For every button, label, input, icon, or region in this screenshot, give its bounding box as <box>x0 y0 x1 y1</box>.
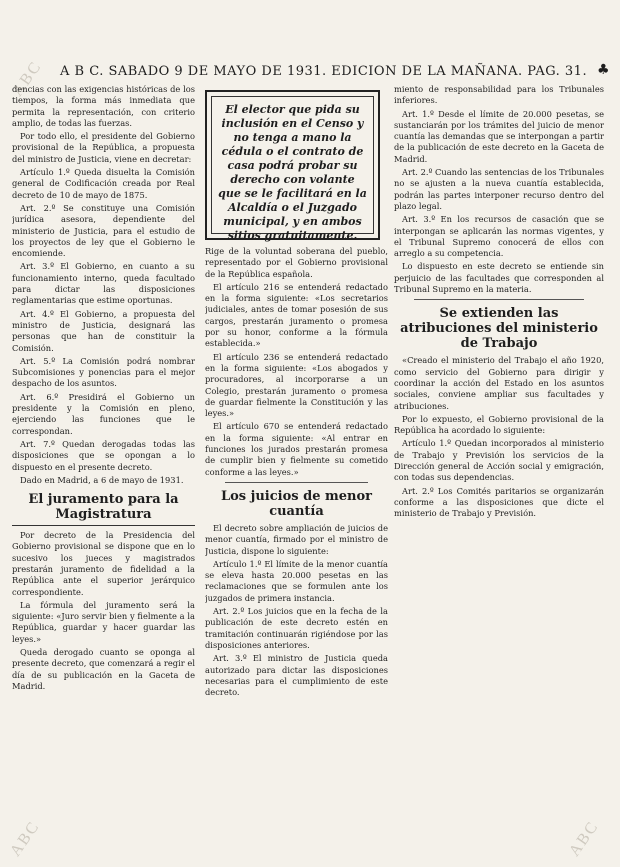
watermark: ABC <box>565 817 603 860</box>
paragraph: Lo dispuesto en este decreto se entiende sin perjuicio de las facultades que corresponden al Tribunal Supremo en la materia. <box>394 261 604 295</box>
paragraph: Art. 2.º Se constituye una Comisión jurídica asesora, dependiente del ministerio de Justicia, para el estudio de los proyectos de ley que el Gobierno le encomiende. <box>12 202 195 259</box>
paragraph: Queda derogado cuanto se oponga al presente decreto, que comenzará a regir el día de su publicación en la Gaceta de Madrid. <box>12 647 195 691</box>
paragraph: Por todo ello, el presidente del Gobierno provisional de la República, a propuesta del ministro de Justicia, viene en decretar: <box>12 131 195 164</box>
divider <box>225 482 368 483</box>
header-mark: ♣ <box>597 62 611 78</box>
paragraph: El artículo 236 se entenderá redactado en la forma siguiente: «Los abogados y procuradores, al incorporarse a un Colegio, prestarán juramento o promesa de guardar fielmente la Constitución y las leyes.» <box>205 351 388 419</box>
notice-text: El elector que pida su inclusión en el Censo y no tenga a mano la cédula o el contrato de casa podrá probar su derecho con volante que se le facilitará en la Alcaldía o el Juzgado municipal, y en ambos sitios gratuitamente. <box>211 96 374 234</box>
paragraph: Por lo expuesto, el Gobierno provisional de la República ha acordado lo siguiente: <box>394 413 604 436</box>
section-heading: El juramento para la Magistratura <box>12 492 195 526</box>
paragraph: Art. 6.º Presidirá el Gobierno un presidente y la Comisión en pleno, ejerciendo las funciones que le correspondan. <box>12 391 195 436</box>
section-heading: Los juicios de menor cuantía <box>220 488 372 519</box>
column-1 <box>12 84 195 854</box>
paragraph: La fórmula del juramento será la siguiente: «Juro servir bien y fielmente a la República, guardar y hacer guardar las leyes.» <box>12 599 195 644</box>
paragraph: Artículo 1.º Quedan incorporados al ministerio de Trabajo y Previsión los servicios de la Dirección general de Acción social y emigración, con todas sus dependencias. <box>394 438 604 483</box>
page-header <box>60 62 611 82</box>
paragraph: Por decreto de la Presidencia del Gobierno provisional se dispone que en lo sucesivo los jueces y magistrados prestarán juramento de fidelidad a la República ante el superior jerárquico correspondiente. <box>12 530 195 597</box>
paragraph: miento de responsabilidad para los Tribunales inferiores. <box>394 84 604 106</box>
divider <box>414 299 584 300</box>
paragraph: Art. 3.º El Gobierno, en cuanto a su funcionamiento interno, queda facultado para dictar las disposiciones reglamentarias que estime oportunas. <box>12 261 195 306</box>
paragraph: El artículo 670 se entenderá redactado en la forma siguiente: «Al entrar en funciones los jurados prestarán promesa de cumplir bien y fielmente su cometido conforme a las leyes.» <box>205 421 388 477</box>
column-3 <box>394 84 604 854</box>
paragraph: Art. 5.º La Comisión podrá nombrar Subcomisiones y ponencias para el mejor despacho de los asuntos. <box>12 355 195 389</box>
paragraph: Art. 3.º El ministro de Justicia queda autorizado para dictar las disposiciones necesarias para el cumplimiento de este decreto. <box>205 653 388 698</box>
watermark: ABC <box>8 57 46 100</box>
paragraph: Art. 2.º Los juicios que en la fecha de la publicación de este decreto estén en tramitación continuarán rigiéndose por las disposiciones anteriores. <box>205 606 388 650</box>
paragraph: Art. 7.º Quedan derogadas todas las disposiciones que se opongan a lo dispuesto en el presente decreto. <box>12 438 195 472</box>
header-text: A B C. SABADO 9 DE MAYO DE 1931. EDICION DE LA MAÑANA. PAG. 31. <box>60 64 588 79</box>
paragraph: El decreto sobre ampliación de juicios de menor cuantía, firmado por el ministro de Justicia, dispone lo siguiente: <box>205 522 388 556</box>
paragraph: Rige de la voluntad soberana del pueblo, representado por el Gobierno provisional de la República española. <box>205 246 388 279</box>
paragraph: Art. 3.º En los recursos de casación que se interpongan se aplicarán las normas vigentes, y el Tribunal Supremo conocerá de ellos con arreglo a su competencia. <box>394 214 604 259</box>
paragraph: El artículo 216 se entenderá redactado en la forma siguiente: «Los secretarios judiciales, antes de tomar posesión de sus cargos, prestarán juramento o promesa por su honor, conforme a la fórmula establecida.» <box>205 281 388 349</box>
paragraph: Art. 1.º Desde el límite de 20.000 pesetas, se sustanciarán por los trámites del juicio de menor cuantía las demandas que se interpongan a partir de la publicación de este decreto en la Gaceta de Madrid. <box>394 108 604 164</box>
paragraph: Art. 4.º El Gobierno, a propuesta del ministro de Justicia, designará las personas que han de constituir la Comisión. <box>12 308 195 353</box>
paragraph: «Creado el ministerio del Trabajo el año 1920, como servicio del Gobierno para dirigir y coordinar la acción del Estado en los asuntos sociales, conviene ampliar sus facultades y atribuciones. <box>394 355 604 411</box>
section-heading: Se extienden las atribuciones del ministerio de Trabajo <box>400 306 598 352</box>
paragraph: Artículo 1.º Queda disuelta la Comisión general de Codificación creada por Real decreto de 10 de mayo de 1875. <box>12 167 195 200</box>
paragraph: Artículo 1.º El límite de la menor cuantía se eleva hasta 20.000 pesetas en las reclamaciones que se formulen ante los juzgados de primera instancia. <box>205 558 388 603</box>
paragraph: Art. 2.º Cuando las sentencias de los Tribunales no se ajusten a la nueva cuantía establecida, podrán las partes interponer recurso dentro del plazo legal. <box>394 167 604 211</box>
paragraph: dencias con las exigencias históricas de los tiempos, la forma más inmediata que permita la representación, con criterio amplio, de todas las fuerzas. <box>12 84 195 128</box>
watermark: ABC <box>6 817 44 860</box>
box-spacer <box>205 84 388 246</box>
date-line: Dado en Madrid, a 6 de mayo de 1931. <box>20 474 184 485</box>
paragraph: Art. 2.º Los Comités paritarios se organizarán conforme a las disposiciones que dicte el ministerio de Trabajo y Previsión. <box>394 485 604 519</box>
column-2 <box>205 84 388 854</box>
